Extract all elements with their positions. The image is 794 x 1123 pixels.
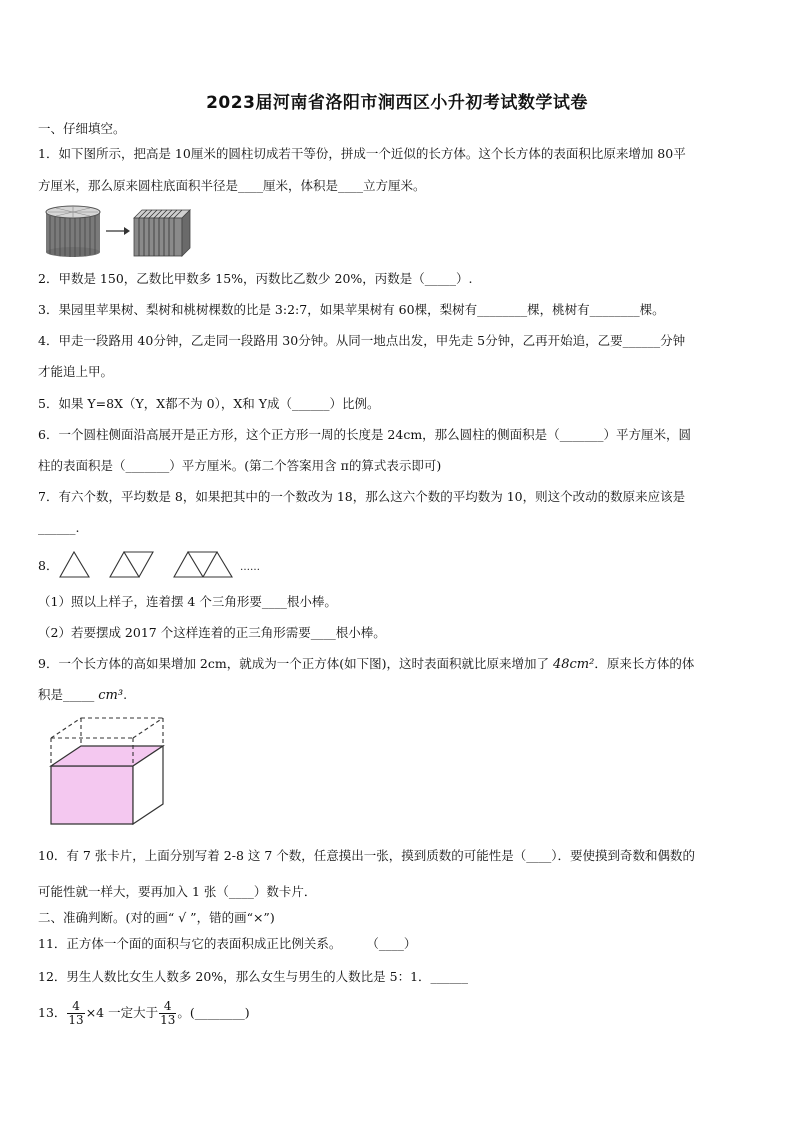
question-8-label: 8． <box>38 558 59 573</box>
right-arrow-icon <box>106 227 130 235</box>
question-4-line-2: 才能追上甲。 <box>38 364 114 379</box>
triangle-one <box>60 552 89 577</box>
triangle-pattern-figure <box>56 548 246 580</box>
question-9-line-2 <box>38 687 760 704</box>
question-6-line-2: 柱的表面积是（_______）平方厘米。(第二个答案用含 π的算式表示即可) <box>38 458 442 473</box>
question-12: 12．男生人数比女生人数多 20%，那么女生与男生的人数比是 5：1．______ <box>38 969 469 984</box>
question-9-line-1-text: 9．一个长方体的高如果增加 2cm，就成为一个正方体(如下图)，这时表面积就比原来增加了 <box>38 656 549 671</box>
triangle-three-b <box>188 552 217 577</box>
question-13 <box>38 995 760 1035</box>
ellipsis: …… <box>240 562 260 573</box>
question-7-line-2: ______. <box>38 520 80 535</box>
question-9-line-2-text: 积是_____ <box>38 687 95 702</box>
question-13-end: 。(________) <box>177 1005 250 1020</box>
section-heading-fill-in: 一、仔细填空。 <box>38 121 126 136</box>
prism-image <box>134 210 190 256</box>
fraction-numerator: 4 <box>159 1000 176 1014</box>
question-9-line-2-end: . <box>123 687 128 702</box>
fraction-denominator: 13 <box>160 1013 176 1027</box>
question-6-line-1: 6．一个圆柱侧面沿高展开是正方形，这个正方形一周的长度是 24cm，那么圆柱的侧面积是（_______）平方厘米，圆 <box>38 427 691 442</box>
page-title: 2023届河南省洛阳市涧西区小升初考试数学试卷 <box>206 93 588 113</box>
question-9-line-1 <box>38 656 760 673</box>
triangle-three-c <box>203 552 232 577</box>
question-8-sub-2: （2）若要摆成 2017 个这样连着的正三角形需要____根小棒。 <box>38 625 386 640</box>
question-9-line-1-end: ．原来长方体的体 <box>594 656 695 671</box>
question-4-line-1: 4．甲走一段路用 40分钟，乙走同一段路用 30分钟。从同一地点出发，甲先走 5分钟，乙再开始追，乙要______分钟 <box>38 333 686 348</box>
question-10-line-2: 可能性就一样大，要再加入 1 张（____）数卡片． <box>38 884 317 899</box>
cylinder-image <box>46 206 100 257</box>
question-1-line-1: 1．如下图所示，把高是 10厘米的圆柱切成若干等份，拼成一个近似的长方体。这个长方体的表面积比原来增加 80平 <box>38 146 686 161</box>
math-48cm2: 48cm² <box>552 657 595 672</box>
cube-figure <box>48 716 166 828</box>
question-5: 5．如果 Y=8X（Y，X都不为 0），X和 Y成（______）比例。 <box>38 396 380 411</box>
section-heading-true-false: 二、准确判断。(对的画“ √ ”，错的画“×”) <box>38 910 275 925</box>
question-13-mid: ×4 一定大于 <box>85 1005 159 1020</box>
cuboid-front-face <box>51 766 133 824</box>
fraction-numerator: 4 <box>67 1000 84 1014</box>
triangle-two-a <box>110 552 139 577</box>
triangle-two-b <box>124 552 153 577</box>
fraction-4-over-13-second <box>159 1000 176 1027</box>
math-cm3: cm³ <box>98 688 124 703</box>
cylinder-to-prism-figure <box>44 204 194 258</box>
fraction-denominator: 13 <box>68 1013 84 1027</box>
triangle-three-a <box>174 552 203 577</box>
fraction-4-over-13 <box>67 1000 84 1027</box>
question-2: 2．甲数是 150，乙数比甲数多 15%，丙数比乙数少 20%，丙数是（_____）. <box>38 271 473 286</box>
question-11: 11．正方体一个面的面积与它的表面积成正比例关系。 （____） <box>38 936 417 951</box>
question-7-line-1: 7．有六个数，平均数是 8，如果把其中的一个数改为 18，那么这六个数的平均数为 10，则这个改动的数原来应该是 <box>38 489 686 504</box>
question-10-line-1: 10．有 7 张卡片，上面分别写着 2-8 这 7 个数，任意摸出一张，摸到质数的可能性是（____）．要使摸到奇数和偶数的 <box>38 848 696 863</box>
question-13-label: 13． <box>38 1005 67 1020</box>
question-3: 3．果园里苹果树、梨树和桃树棵数的比是 3:2:7，如果苹果树有 60棵，梨树有________棵，桃树有________棵。 <box>38 302 665 317</box>
question-1-line-2: 方厘米，那么原来圆柱底面积半径是____厘米，体积是____立方厘米。 <box>38 178 426 193</box>
question-8-sub-1: （1）照以上样子，连着摆 4 个三角形要____根小棒。 <box>38 594 337 609</box>
